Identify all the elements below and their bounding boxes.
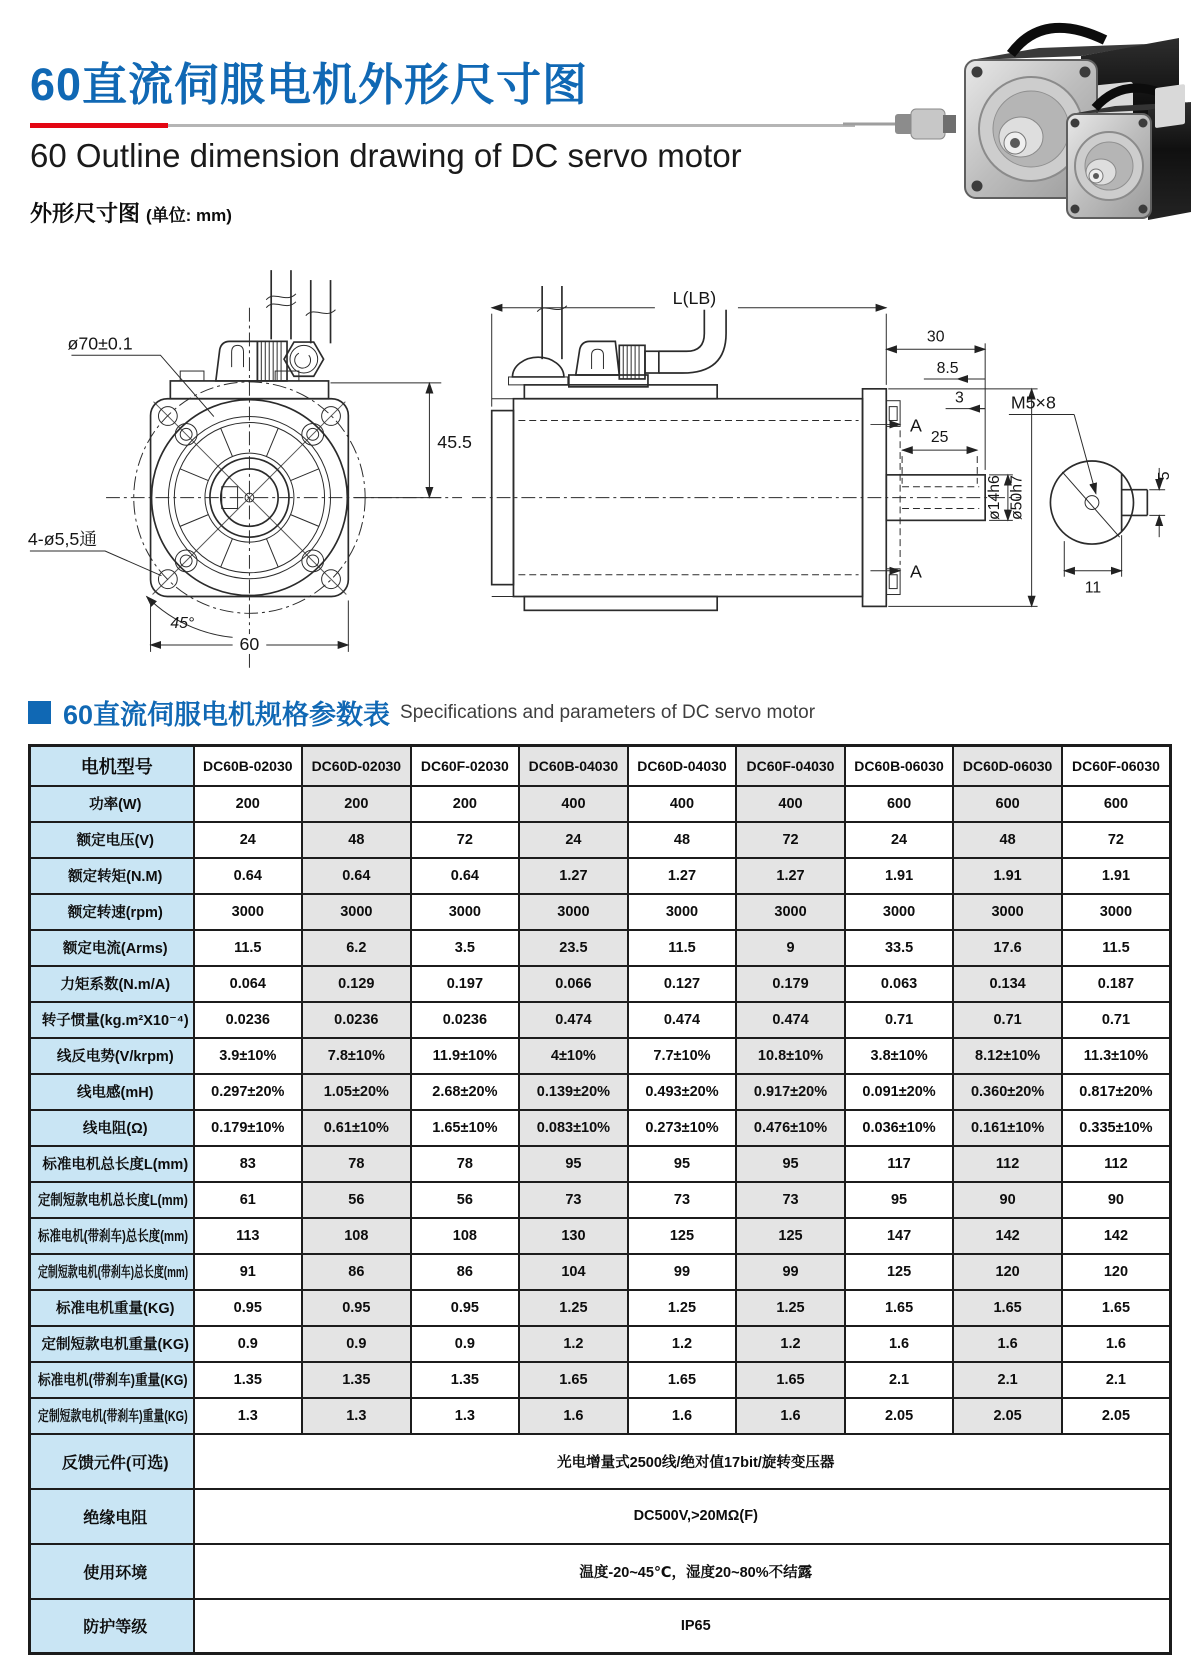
dim-width-60: 60 <box>239 633 260 654</box>
page-title-zh: 60直流伺服电机外形尺寸图 <box>30 59 589 110</box>
spec-cell: 108 <box>411 1218 520 1254</box>
spec-cell: 73 <box>736 1182 845 1218</box>
drawing-caption <box>30 197 232 228</box>
spec-cell: 1.65 <box>1062 1290 1171 1326</box>
spec-cell: 1.27 <box>628 858 737 894</box>
spec-row <box>30 1398 1171 1434</box>
dim-pilot-dia: ø50h7 <box>1008 475 1026 521</box>
spec-cell: 400 <box>736 786 845 822</box>
spec-cell: 147 <box>845 1218 954 1254</box>
spec-cell: 95 <box>736 1146 845 1182</box>
spec-cell: 0.95 <box>411 1290 520 1326</box>
spec-row-label: 线电感(mH) <box>30 1074 194 1110</box>
spec-info-label: 绝缘电阻 <box>30 1489 194 1544</box>
spec-cell: 0.197 <box>411 966 520 1002</box>
spec-cell: 1.65 <box>736 1362 845 1398</box>
model-header: DC60B-04030 <box>519 746 628 786</box>
spec-cell: 90 <box>953 1182 1062 1218</box>
spec-info-value: IP65 <box>194 1599 1171 1654</box>
spec-title-zh: 60直流伺服电机规格参数表 <box>63 700 391 730</box>
side-dimensions <box>492 286 1038 606</box>
spec-cell: 0.71 <box>1062 1002 1171 1038</box>
spec-cell: 1.25 <box>736 1290 845 1326</box>
spec-cell: 0.0236 <box>194 1002 303 1038</box>
dim-angle-45: 45° <box>170 615 195 633</box>
title-separator <box>30 123 855 128</box>
spec-row <box>30 930 1171 966</box>
spec-cell: 1.3 <box>411 1398 520 1434</box>
spec-cell: 0.474 <box>628 1002 737 1038</box>
spec-cell: 130 <box>519 1218 628 1254</box>
spec-row <box>30 1074 1171 1110</box>
spec-cell: 0.64 <box>302 858 411 894</box>
spec-cell: 0.474 <box>736 1002 845 1038</box>
spec-row-label: 定制短款电机重量(KG) <box>30 1326 194 1362</box>
model-header: DC60F-04030 <box>736 746 845 786</box>
spec-cell: 1.65±10% <box>411 1110 520 1146</box>
spec-cell: 0.335±10% <box>1062 1110 1171 1146</box>
spec-cell: 0.474 <box>519 1002 628 1038</box>
spec-cell: 1.91 <box>845 858 954 894</box>
spec-info-label: 反馈元件(可选) <box>30 1434 194 1489</box>
spec-cell: 0.091±20% <box>845 1074 954 1110</box>
spec-row-label: 功率(W) <box>30 786 194 822</box>
spec-cell: 400 <box>519 786 628 822</box>
spec-cell: 73 <box>628 1182 737 1218</box>
spec-cell: 0.917±20% <box>736 1074 845 1110</box>
spec-cell: 1.25 <box>519 1290 628 1326</box>
spec-cell: 1.65 <box>519 1362 628 1398</box>
spec-cell: 78 <box>411 1146 520 1182</box>
spec-cell: 0.036±10% <box>845 1110 954 1146</box>
spec-cell: 200 <box>302 786 411 822</box>
spec-cell: 0.063 <box>845 966 954 1002</box>
spec-cell: 11.5 <box>1062 930 1171 966</box>
spec-cell: 1.65 <box>628 1362 737 1398</box>
spec-cell: 56 <box>411 1182 520 1218</box>
dim-key-depth-5: 5 <box>1156 471 1174 481</box>
spec-cell: 600 <box>953 786 1062 822</box>
spec-cell: 1.25 <box>628 1290 737 1326</box>
spec-info-row <box>30 1434 1171 1489</box>
spec-cell: 125 <box>628 1218 737 1254</box>
spec-cell: 78 <box>302 1146 411 1182</box>
spec-cell: 95 <box>628 1146 737 1182</box>
spec-cell: 0.9 <box>194 1326 303 1362</box>
spec-row <box>30 1146 1171 1182</box>
spec-cell: 1.35 <box>194 1362 303 1398</box>
spec-row <box>30 894 1171 930</box>
spec-row-label: 力矩系数(N.m/A) <box>30 966 194 1002</box>
spec-row <box>30 1254 1171 1290</box>
spec-cell: 48 <box>302 822 411 858</box>
dim-holes: 4-ø5,5通 <box>27 529 98 550</box>
spec-row-label: 标准电机总长度L(mm) <box>30 1146 194 1182</box>
spec-cell: 1.6 <box>845 1326 954 1362</box>
separator-red-segment <box>30 123 168 128</box>
spec-cell: 90 <box>1062 1182 1171 1218</box>
section-a-top: A <box>910 415 922 436</box>
spec-cell: 0.61±10% <box>302 1110 411 1146</box>
spec-section-header <box>28 693 815 732</box>
spec-cell: 113 <box>194 1218 303 1254</box>
spec-cell: 11.9±10% <box>411 1038 520 1074</box>
spec-cell: 3000 <box>411 894 520 930</box>
dim-8-5: 8.5 <box>936 360 959 378</box>
spec-info-label: 防护等级 <box>30 1599 194 1654</box>
spec-row <box>30 858 1171 894</box>
spec-cell: 10.8±10% <box>736 1038 845 1074</box>
spec-cell: 1.2 <box>519 1326 628 1362</box>
spec-cell: 1.6 <box>736 1398 845 1434</box>
spec-cell: 7.8±10% <box>302 1038 411 1074</box>
spec-cell: 0.493±20% <box>628 1074 737 1110</box>
spec-row-label: 定制短款电机(带刹车)重量(KG) <box>30 1398 194 1434</box>
spec-cell: 1.65 <box>845 1290 954 1326</box>
product-photo <box>843 4 1191 226</box>
spec-cell: 1.35 <box>411 1362 520 1398</box>
spec-cell: 0.0236 <box>302 1002 411 1038</box>
spec-cell: 11.5 <box>194 930 303 966</box>
spec-cell: 0.161±10% <box>953 1110 1062 1146</box>
spec-cell: 1.3 <box>194 1398 303 1434</box>
dim-3: 3 <box>955 389 964 407</box>
page-title-en: 60 Outline dimension drawing of DC servo motor <box>30 137 742 174</box>
spec-cell: 2.05 <box>845 1398 954 1434</box>
dim-key-width-11: 11 <box>1084 579 1102 597</box>
spec-cell: 73 <box>519 1182 628 1218</box>
spec-cell: 120 <box>953 1254 1062 1290</box>
spec-cell: 0.139±20% <box>519 1074 628 1110</box>
model-header-row <box>30 746 1171 786</box>
spec-cell: 11.3±10% <box>1062 1038 1171 1074</box>
spec-info-value: DC500V,>20MΩ(F) <box>194 1489 1171 1544</box>
model-header: DC60D-04030 <box>628 746 737 786</box>
cad-drawing <box>22 250 1177 676</box>
spec-row-label: 转子惯量(kg.m²X10⁻⁴) <box>30 1002 194 1038</box>
spec-cell: 0.127 <box>628 966 737 1002</box>
drawing-unit-text: (单位: mm) <box>146 206 232 225</box>
spec-cell: 61 <box>194 1182 303 1218</box>
spec-cell: 1.05±20% <box>302 1074 411 1110</box>
spec-cell: 0.9 <box>411 1326 520 1362</box>
spec-row <box>30 1182 1171 1218</box>
model-header: DC60F-06030 <box>1062 746 1171 786</box>
spec-cell: 3.9±10% <box>194 1038 303 1074</box>
spec-row-label: 额定电压(V) <box>30 822 194 858</box>
spec-cell: 8.12±10% <box>953 1038 1062 1074</box>
spec-cell: 1.6 <box>519 1398 628 1434</box>
spec-cell: 0.64 <box>411 858 520 894</box>
spec-row <box>30 1038 1171 1074</box>
model-header: DC60B-06030 <box>845 746 954 786</box>
spec-cell: 142 <box>953 1218 1062 1254</box>
spec-row <box>30 1002 1171 1038</box>
spec-cell: 3000 <box>628 894 737 930</box>
spec-cell: 142 <box>1062 1218 1171 1254</box>
spec-cell: 108 <box>302 1218 411 1254</box>
spec-info-label: 使用环境 <box>30 1544 194 1599</box>
spec-cell: 3000 <box>953 894 1062 930</box>
drawing-caption-text: 外形尺寸图 <box>30 201 141 226</box>
dim-30: 30 <box>926 328 945 346</box>
model-header: DC60D-02030 <box>302 746 411 786</box>
spec-row-label: 额定转速(rpm) <box>30 894 194 930</box>
spec-cell: 1.27 <box>736 858 845 894</box>
spec-cell: 0.179±10% <box>194 1110 303 1146</box>
spec-cell: 3000 <box>736 894 845 930</box>
dim-25: 25 <box>930 429 949 447</box>
spec-cell: 0.476±10% <box>736 1110 845 1146</box>
spec-cell: 0.71 <box>953 1002 1062 1038</box>
spec-cell: 0.64 <box>194 858 303 894</box>
spec-cell: 83 <box>194 1146 303 1182</box>
spec-cell: 2.05 <box>1062 1398 1171 1434</box>
product-photo-illustration <box>843 4 1191 226</box>
spec-cell: 112 <box>953 1146 1062 1182</box>
model-header: DC60F-02030 <box>411 746 520 786</box>
dim-height-45-5: 45.5 <box>437 432 472 453</box>
spec-title-en: Specifications and parameters of DC servo motor <box>400 701 816 723</box>
spec-cell: 0.297±20% <box>194 1074 303 1110</box>
spec-cell: 3000 <box>1062 894 1171 930</box>
spec-cell: 0.95 <box>302 1290 411 1326</box>
spec-info-row <box>30 1599 1171 1654</box>
spec-table <box>28 744 1172 1655</box>
spec-cell: 0.0236 <box>411 1002 520 1038</box>
spec-row <box>30 1362 1171 1398</box>
spec-cell: 112 <box>1062 1146 1171 1182</box>
model-header: DC60B-02030 <box>194 746 303 786</box>
spec-row <box>30 822 1171 858</box>
spec-info-row <box>30 1489 1171 1544</box>
spec-cell: 0.179 <box>736 966 845 1002</box>
spec-cell: 3000 <box>519 894 628 930</box>
spec-cell: 1.91 <box>953 858 1062 894</box>
front-view <box>28 270 472 670</box>
spec-cell: 48 <box>953 822 1062 858</box>
spec-cell: 17.6 <box>953 930 1062 966</box>
spec-cell: 0.083±10% <box>519 1110 628 1146</box>
spec-cell: 0.71 <box>845 1002 954 1038</box>
spec-cell: 0.95 <box>194 1290 303 1326</box>
spec-cell: 72 <box>411 822 520 858</box>
spec-cell: 0.129 <box>302 966 411 1002</box>
spec-cell: 1.65 <box>953 1290 1062 1326</box>
model-header: DC60D-06030 <box>953 746 1062 786</box>
spec-cell: 600 <box>845 786 954 822</box>
spec-cell: 1.3 <box>302 1398 411 1434</box>
side-view <box>472 286 1038 610</box>
spec-row-label: 定制短款电机总长度L(mm) <box>30 1182 194 1218</box>
spec-cell: 2.1 <box>953 1362 1062 1398</box>
dim-bolt-circle: ø70±0.1 <box>67 333 133 354</box>
spec-cell: 4±10% <box>519 1038 628 1074</box>
spec-row-label: 额定电流(Arms) <box>30 930 194 966</box>
spec-row-label: 额定转矩(N.M) <box>30 858 194 894</box>
spec-cell: 72 <box>1062 822 1171 858</box>
spec-cell: 3000 <box>845 894 954 930</box>
spec-cell: 0.360±20% <box>953 1074 1062 1110</box>
spec-cell: 1.35 <box>302 1362 411 1398</box>
spec-cell: 0.273±10% <box>628 1110 737 1146</box>
spec-cell: 11.5 <box>628 930 737 966</box>
spec-cell: 95 <box>845 1182 954 1218</box>
spec-cell: 24 <box>519 822 628 858</box>
spec-info-value: 温度-20~45℃，湿度20~80%不结露 <box>194 1544 1171 1599</box>
spec-row-label: 线反电势(V/krpm) <box>30 1038 194 1074</box>
spec-cell: 3.8±10% <box>845 1038 954 1074</box>
spec-cell: 2.1 <box>1062 1362 1171 1398</box>
spec-cell: 56 <box>302 1182 411 1218</box>
spec-cell: 24 <box>845 822 954 858</box>
spec-row-label: 定制短款电机(带刹车)总长度(mm) <box>30 1254 194 1290</box>
table-corner-label: 电机型号 <box>30 746 194 786</box>
spec-info-value: 光电增量式2500线/绝对值17bit/旋转变压器 <box>194 1434 1171 1489</box>
spec-cell: 1.2 <box>628 1326 737 1362</box>
dim-length-llb: L(LB) <box>672 287 717 308</box>
spec-cell: 1.6 <box>953 1326 1062 1362</box>
spec-cell: 6.2 <box>302 930 411 966</box>
spec-row <box>30 1110 1171 1146</box>
spec-cell: 125 <box>736 1218 845 1254</box>
spec-cell: 0.066 <box>519 966 628 1002</box>
spec-info-row <box>30 1544 1171 1599</box>
separator-gray-segment <box>168 124 855 127</box>
dim-shaft-dia: ø14h6 <box>986 475 1004 521</box>
spec-cell: 400 <box>628 786 737 822</box>
spec-cell: 9 <box>736 930 845 966</box>
spec-cell: 117 <box>845 1146 954 1182</box>
spec-cell: 95 <box>519 1146 628 1182</box>
spec-cell: 0.187 <box>1062 966 1171 1002</box>
spec-cell: 2.05 <box>953 1398 1062 1434</box>
spec-cell: 1.27 <box>519 858 628 894</box>
spec-cell: 86 <box>411 1254 520 1290</box>
photo-connector <box>895 109 956 139</box>
dimension-drawing <box>22 250 1177 676</box>
spec-cell: 104 <box>519 1254 628 1290</box>
spec-cell: 120 <box>1062 1254 1171 1290</box>
shaft-section-detail <box>1009 393 1173 597</box>
spec-cell: 48 <box>628 822 737 858</box>
spec-cell: 86 <box>302 1254 411 1290</box>
spec-cell: 91 <box>194 1254 303 1290</box>
spec-cell: 0.9 <box>302 1326 411 1362</box>
spec-cell: 200 <box>194 786 303 822</box>
spec-row-label: 标准电机重量(KG) <box>30 1290 194 1326</box>
spec-cell: 72 <box>736 822 845 858</box>
spec-cell: 3.5 <box>411 930 520 966</box>
spec-cell: 23.5 <box>519 930 628 966</box>
spec-cell: 3000 <box>302 894 411 930</box>
spec-row <box>30 1326 1171 1362</box>
spec-cell: 24 <box>194 822 303 858</box>
spec-row <box>30 1218 1171 1254</box>
spec-cell: 0.817±20% <box>1062 1074 1171 1110</box>
spec-row-label: 标准电机(带刹车)重量(KG) <box>30 1362 194 1398</box>
spec-cell: 33.5 <box>845 930 954 966</box>
front-connector <box>170 270 335 399</box>
spec-cell: 1.91 <box>1062 858 1171 894</box>
spec-cell: 2.68±20% <box>411 1074 520 1110</box>
spec-cell: 1.6 <box>628 1398 737 1434</box>
spec-cell: 2.1 <box>845 1362 954 1398</box>
spec-cell: 7.7±10% <box>628 1038 737 1074</box>
spec-row <box>30 966 1171 1002</box>
spec-cell: 0.064 <box>194 966 303 1002</box>
blue-square-icon <box>28 701 51 724</box>
spec-cell: 1.2 <box>736 1326 845 1362</box>
spec-cell: 200 <box>411 786 520 822</box>
section-a-bottom: A <box>910 561 922 582</box>
spec-cell: 3000 <box>194 894 303 930</box>
spec-cell: 1.6 <box>1062 1326 1171 1362</box>
spec-row-label: 线电阻(Ω) <box>30 1110 194 1146</box>
spec-cell: 125 <box>845 1254 954 1290</box>
dim-thread-m5x8: M5×8 <box>1010 392 1056 413</box>
spec-cell: 99 <box>736 1254 845 1290</box>
spec-cell: 0.134 <box>953 966 1062 1002</box>
spec-row <box>30 786 1171 822</box>
spec-cell: 600 <box>1062 786 1171 822</box>
spec-row <box>30 1290 1171 1326</box>
spec-row-label: 标准电机(带刹车)总长度(mm) <box>30 1218 194 1254</box>
spec-cell: 99 <box>628 1254 737 1290</box>
